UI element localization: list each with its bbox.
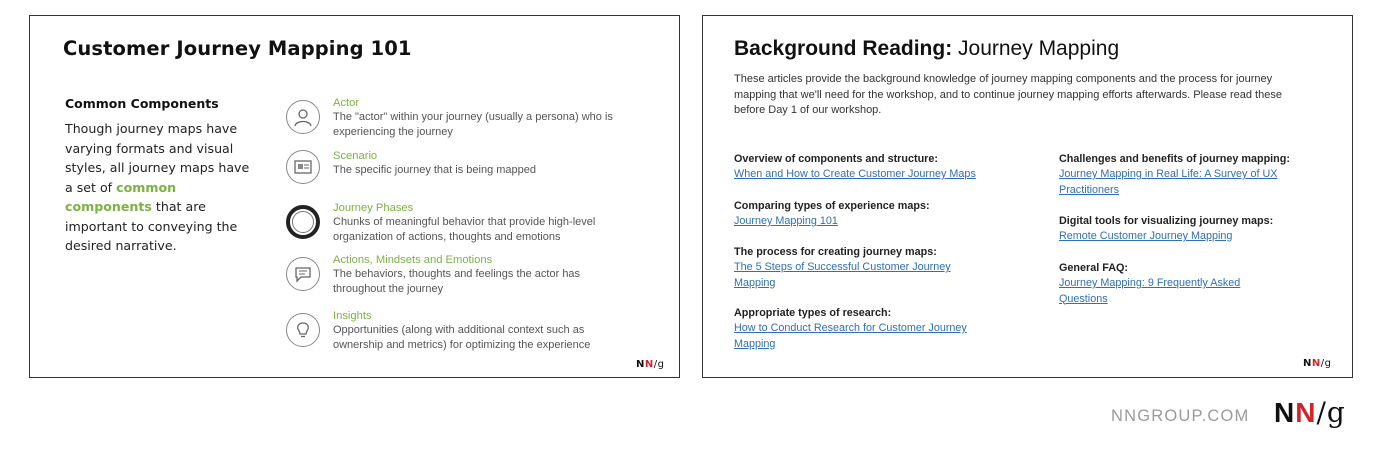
reference-link[interactable]: When and How to Create Customer Journey Maps [734, 168, 976, 180]
component-name: Actions, Mindsets and Emotions [333, 254, 493, 266]
component-desc: Opportunities (along with additional context such as ownership and metrics) for optimizing the experience [333, 324, 591, 351]
reference-label: Comparing types of experience maps: [734, 200, 930, 212]
reference-link[interactable]: Journey Mapping 101 [734, 215, 838, 227]
reference-label: General FAQ: [1059, 262, 1128, 274]
title-bold: Background Reading: [734, 37, 953, 60]
section-body [65, 119, 255, 256]
reference-item [734, 152, 1014, 183]
component-name: Actor [333, 97, 360, 109]
reference-link[interactable]: Journey Mapping: 9 Frequently Asked Questions [1059, 277, 1241, 305]
ring-icon [286, 205, 320, 239]
reference-item [734, 199, 1014, 230]
reference-link[interactable]: The 5 Steps of Successful Customer Journey Mapping [734, 261, 951, 289]
component-desc: Chunks of meaningful behavior that provide high-level organization of actions, thoughts and emotions [333, 216, 596, 243]
reference-label: Overview of components and structure: [734, 153, 938, 165]
nng-logo-small: NN/g [636, 359, 665, 370]
component-desc: The specific journey that is being mapped [333, 164, 537, 176]
body-highlight: common components [65, 179, 177, 214]
component-desc: The behaviors, thoughts and feelings the actor has throughout the journey [333, 268, 581, 295]
reference-link[interactable]: Journey Mapping in Real Life: A Survey of UX Practitioners [1059, 168, 1278, 196]
reference-label: The process for creating journey maps: [734, 246, 937, 258]
slide-background-reading [702, 15, 1353, 378]
reference-link[interactable]: Remote Customer Journey Mapping [1059, 230, 1233, 242]
reference-label: Appropriate types of research: [734, 307, 892, 319]
body-text-start: Though journey maps have varying formats and visual styles, all journey maps have a set of [65, 121, 250, 195]
component-name: Scenario [333, 150, 378, 162]
nng-logo-small: NN/g [1303, 358, 1332, 369]
slide-customer-journey-mapping-101 [29, 15, 680, 378]
component-name: Insights [333, 310, 372, 322]
reference-label: Challenges and benefits of journey mapping: [1059, 153, 1290, 165]
lightbulb-icon [286, 313, 320, 347]
reference-item [1059, 214, 1339, 245]
reference-item [1059, 261, 1274, 307]
reference-link[interactable]: How to Conduct Research for Customer Journey Mapping [734, 322, 967, 350]
reference-item [734, 306, 994, 352]
intro-text: These articles provide the background knowledge of journey mapping components and the process for journey mapping that we'll need for the workshop, and to continue journey mapping efforts afterwards. Please read these before Day 1 of our workshop. [734, 73, 1282, 116]
slide-title [734, 37, 1119, 61]
persona-icon [286, 100, 320, 134]
reference-label: Digital tools for visualizing journey maps: [1059, 215, 1274, 227]
reference-item [734, 245, 974, 291]
scenario-icon [286, 150, 320, 184]
speech-bubble-icon [286, 257, 320, 291]
component-desc: The "actor" within your journey (usually a persona) who is experiencing the journey [333, 111, 613, 138]
section-heading: Common Components [65, 96, 219, 111]
site-url: NNGROUP.COM [1111, 407, 1250, 425]
reference-item [1059, 152, 1309, 198]
body-text-end: that are important to conveying the desired narrative. [65, 199, 238, 253]
title-rest: Journey Mapping [952, 37, 1120, 60]
component-name: Journey Phases [333, 202, 414, 214]
slide-title: Customer Journey Mapping 101 [63, 37, 412, 60]
nng-logo: NN/g [1274, 396, 1346, 429]
